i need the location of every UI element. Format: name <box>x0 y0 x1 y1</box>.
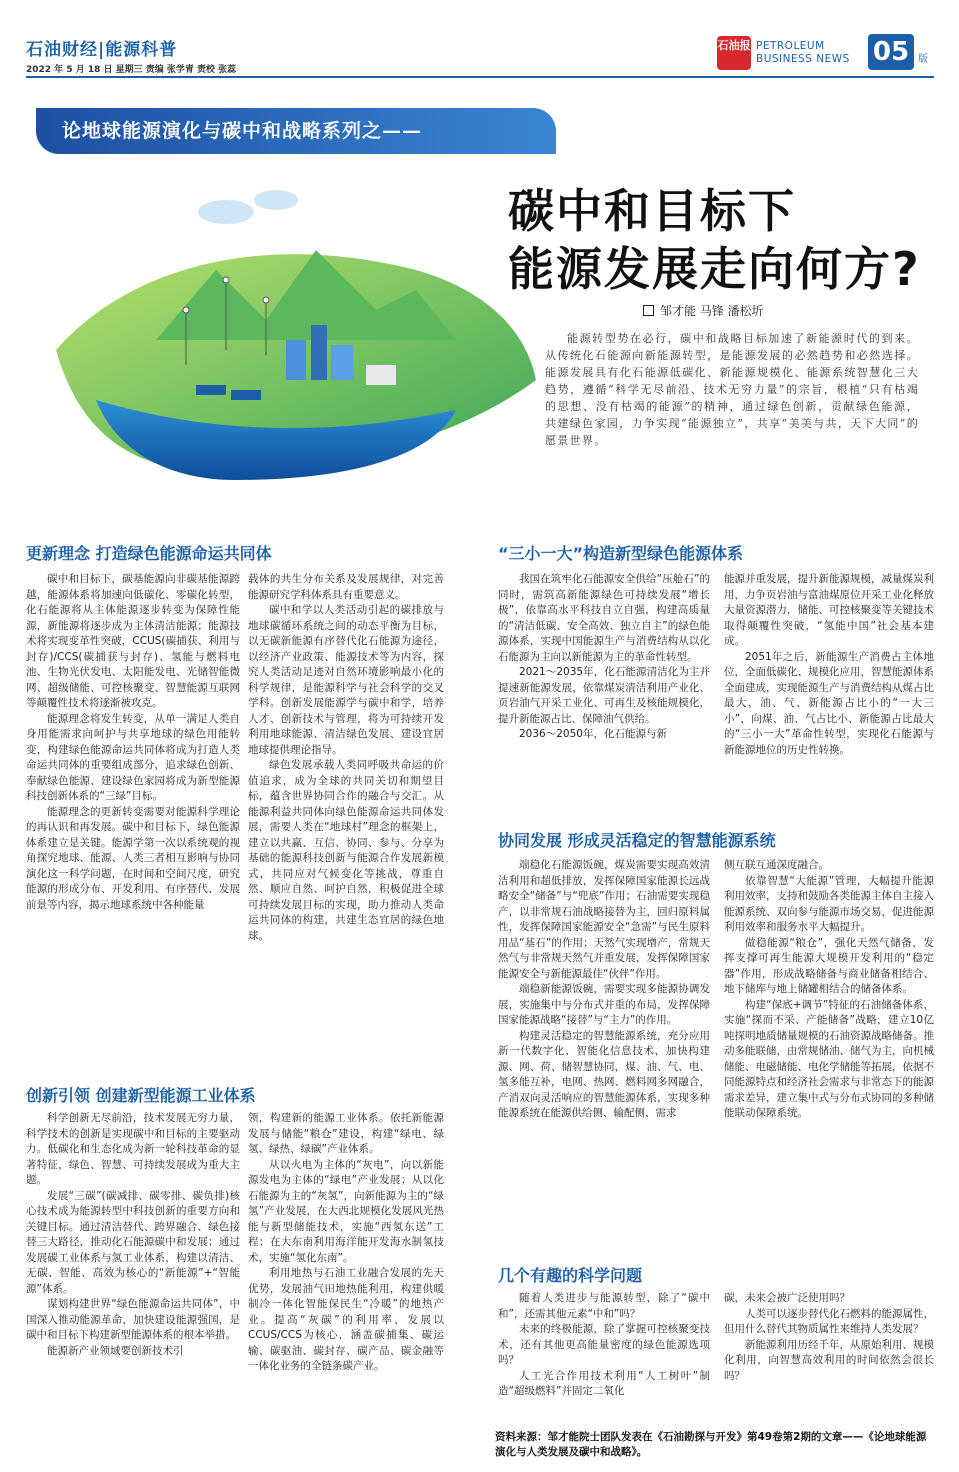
page-number: 05 <box>868 34 914 70</box>
s2-column-2 <box>248 1111 444 1375</box>
headline <box>508 182 921 298</box>
masthead-section-title: 石油财经|能源科普 <box>26 40 178 60</box>
s4-column-1 <box>498 858 710 1122</box>
paragraph: 能源并重发展，提升新能源规模，减量煤炭利用，力争页岩油与富油煤原位开采工业化释放大量资源潜力，储能、可控核聚变等关键技术取得颠覆性突破，“氢能中国”社会基本建成。 <box>724 573 934 647</box>
paragraph: 2036～2050年，化石能源与新 <box>519 728 667 740</box>
paragraph: 端稳新能源饭碗，需要实现多能源协调发展，实施集中与分布式并重的布局，发挥保障国家能源战略“接替”与“主力”的作用。 <box>498 983 710 1026</box>
section-head-s4: 协同发展 形成灵活稳定的智慧能源系统 <box>498 831 776 850</box>
s3-column-2 <box>724 572 934 758</box>
paragraph: 新能源利用历经千年，从原始利用、规模化利用，向智慧高效利用的时间依然会很长吗？ <box>724 1338 934 1382</box>
byline-square-icon <box>643 305 654 316</box>
page-suffix: 版 <box>918 54 928 65</box>
section-head-s5: 几个有趣的科学问题 <box>498 1266 643 1285</box>
paragraph: 构建灵活稳定的智慧能源系统，充分应用新一代数字化、智能化信息技术，加快构建源、网、荷、储智慧协同，煤、油、气、电、氢多能互补，电网、热网、燃料网多网融合，产消双向灵活响应的智慧能源体系，实现多种能源系统在能源供给侧、输配侧、需求 <box>498 1029 710 1119</box>
s3-column-1 <box>498 572 710 743</box>
paragraph: 碳中和学以人类活动引起的碳排放与地球碳循环系统之间的动态平衡为目标，以无碳新能源有序替代化石能源为途径，以经济产业政策、能源技术等为内容，探究人类活动足迹对自然环境影响最小化的科学规律，是能源科学与社会科学的交叉学科。创新发展能源学与碳中和学，培养人才、创新技术与管理，将为可持续开发利用地球能源、清洁绿色发展、建设宜居地球提供理论指导。 <box>248 604 444 756</box>
leaf-landscape-illustration <box>36 150 546 500</box>
s1-column-1 <box>26 572 240 913</box>
paragraph: 载体的共生分布关系及发展规律，对完善能源研究学科体系具有重要意义。 <box>248 573 444 601</box>
paragraph: 从以火电为主体的“灰电”，向以新能源发电为主体的“绿电”产业发展；从以化石能源为主的“灰氢”，向新能源为主的“绿氢”产业发展，在大西北规模化发展风光热能与新型储能技术，实施“西氢东送”工程；在大东南利用海洋能开发海水制氢技术，实施“氢化东南”。 <box>248 1158 444 1264</box>
paragraph: 能源理念将发生转变，从单一满足人类自身用能需求向呵护与共享地球的绿色用能转变，构建绿色能源命运共同体将成为打造人类命运共同体的重要组成部分，追求绿色创新、奉献绿色能源、建设绿色家园将成为新型能源科技创新体系的“三绿”目标。 <box>26 712 240 802</box>
paragraph: 做稳能源“粮仓”，强化天然气储备，发挥支撑可再生能源大规模开发利用的“稳定器”作用，形成战略储备与商业储备相结合、地下储库与地上储罐相结合的储备体系。 <box>724 936 934 995</box>
dateline: 2022 年 5 月 18 日 星期三 责编 张学青 责校 张蕊 <box>26 65 237 75</box>
paragraph: 构建“保底+调节”特征的石油储备体系，实施“探而不采、产能储备”战略，建立10亿吨探明地质储量规模的石油资源战略储备。推动多能联储，由常规储油、储气为主，向机械储能、电磁储能、电化学储能等拓展，依据不同能源特点和经济社会需求与非常态下的能源需求差异，建立集中式与分布式协同的多种储能联动保障系统。 <box>724 998 934 1119</box>
paragraph: 依靠智慧“大能源”管理，大幅提升能源利用效率，支持和鼓励各类能源主体自主接入能源系统、双向参与能源市场交易，促进能源利用效率和服务水平大幅提升。 <box>724 874 934 933</box>
series-banner-text: 论地球能源演化与碳中和战略系列之—— <box>62 120 423 142</box>
newspaper-logo: 石油报 <box>717 36 751 70</box>
source-note: 资料来源：邹才能院士团队发表在《石油勘探与开发》第49卷第2期的文章——《论地球能源演化与人类发展及碳中和战略》。 <box>495 1431 927 1458</box>
section-head-s2: 创新引领 创建新型能源工业体系 <box>26 1086 256 1105</box>
paragraph: 领，构建新的能源工业体系。依托新能源发展与储能“粮仓”建设，构建“绿电、绿氢、绿热、绿碳”产业体系。 <box>248 1112 444 1155</box>
paragraph: 能源理念的更新转变需要对能源科学理论的再认识和再发展。碳中和目标下，绿色能源体系建立是关键。能源学第一次以系统观的视角探究地球、能源、人类三者相互影响与协同演化这一科学问题，在时间和空间尺度，研究能源的形成分布、开发利用、有序替代、发展前景等内容，揭示地球系统中各种能量 <box>26 805 240 911</box>
s5-column-2 <box>724 1291 934 1384</box>
logo-en-line1: PETROLEUM <box>756 40 825 52</box>
headline-line2: 能源发展走向何方? <box>508 242 921 296</box>
paragraph: 2021～2035年，化石能源清洁化为主并提速新能源发展，依靠煤炭清洁利用产业化、页岩油气开采工业化、可再生及核能规模化，提升新能源占比、保障油气供给。 <box>498 666 710 725</box>
headline-line1: 碳中和目标下 <box>508 184 796 238</box>
section-head-s3: “三小一大”构造新型绿色能源体系 <box>498 544 744 563</box>
paragraph: 碳中和目标下，碳基能源向非碳基能源跨越，能源体系将加速向低碳化、零碳化转型，化石能源将从主体能源逐步转变为保障性能源，新能源将逐步成为主体清洁能源；能源技术将实现变革性突破，CCUS(碳捕获、利用与封存)/CCS(碳捕获与封存)、氢能与燃料电池、生物光伏发电、太阳能发电、光储智能微网、超级储能、可控核聚变、智慧能源互联网等颠覆性技术将逐渐被攻克。 <box>26 573 240 709</box>
s5-column-1 <box>498 1291 710 1400</box>
paragraph: 能源新产业领域要创新技术引 <box>47 1344 184 1357</box>
paragraph: 人类可以逐步替代化石燃料的能源属性，但用什么替代其物质属性来维持人类发展？ <box>724 1307 934 1335</box>
paragraph: 科学创新无尽前沿，技术发展无穷力量，科学技术的创新是实现碳中和目标的主要驱动力。低碳化和生态化成为新一轮科技革命的显著特征，绿色、智慧、可持续发展成为重大主题。 <box>26 1112 240 1186</box>
paragraph: 侧互联互通深度融合。 <box>724 859 829 871</box>
byline <box>643 302 764 319</box>
paragraph: 绿色发展承载人类同呼吸共命运的价值追求，成为全球的共同关切和期望目标，蕴含世界协同合作的融合与交汇。从能源利益共同体向绿色能源命运共同体发展，需要人类在“地球村”理念的框架上，建立以共赢、互信、协同、参与、分享为基础的能源科技创新与能源合作发展新模式，共同应对气候变化等挑战，尊重自然、顺应自然、呵护自然，积极促进全球可持续发展目标的实现，助力推动人类命运共同体的构建，共建生态宜居的绿色地球。 <box>248 759 444 942</box>
paragraph: 发展“三碳”(碳减排、碳零排、碳负排)核心技术成为能源转型中科技创新的重要方向和关键目标。通过清洁替代、跨界融合、绿色接替三大路径，推动化石能源碳中和发展；通过发展碳工业体系与氢工业体系，构建以清洁、无碳、智能、高效为核心的“新能源”+“智能源”体系。 <box>26 1189 240 1295</box>
paragraph: 端稳化石能源饭碗，煤炭需要实现高效清洁利用和超低排放，发挥保障国家能源长远战略安全“储备”与“兜底”作用；石油需要实现稳产，以非常规石油战略接替为主，回归原料属性，发挥保障国家能源安全“急需”与民生原料用品“基石”的作用；天然气实现增产，常规天然气与非常规天然气并重发展，发挥保障国家能源安全与新能源最佳“伙伴”作用。 <box>498 859 710 980</box>
paragraph: 我国在筑牢化石能源安全供给“压舱石”的同时，需筑高新能源绿色可持续发展“增长极”，依靠高水平科技自立自强，构建高质量的“清洁低碳、安全高效、独立自主”的绿色能源体系，实现中国能源生产与消费结构从以化石能源为主向以新能源为主的革命性转型。 <box>498 573 710 663</box>
clouds <box>198 190 298 224</box>
section-head-s1: 更新理念 打造绿色能源命运共同体 <box>26 544 272 563</box>
paragraph: 利用地热与石油工业融合发展的先天优势，发展油气田地热能利用，构建供暖制冷一体化智能保民生“冷暖”的地热产业。提高“灰碳”的利用率，发展以CCUS/CCS为核心，涵盖碳捕集、碳运输、碳驱油、碳封存、碳产品、碳金融等一体化业务的全链条碳产业。 <box>248 1267 444 1372</box>
s1-column-2 <box>248 572 444 944</box>
paragraph: 未来的终极能源，除了掌握可控核聚变技术，还有其他更高能量密度的绿色能源选项吗？ <box>498 1323 710 1366</box>
paragraph: 随着人类进步与能源转型，除了“碳中和”，还需其他元素“中和”吗？ <box>498 1292 710 1320</box>
paragraph: 2051年之后，新能源生产消费占主体地位，全面低碳化、规模化应用，智慧能源体系全面建成，实现能源生产与消费结构从煤占比最大，油、气、新能源占比小的“一大三小”，向煤、油、气占比小、新能源占比最大的“三小一大”革命性转型，实现化石能源与新能源地位的历史性转换。 <box>724 650 934 756</box>
logo-en-line2: BUSINESS NEWS <box>756 53 850 65</box>
paragraph: 碳，未来会被广泛使用吗？ <box>724 1292 850 1304</box>
newspaper-english-name <box>756 40 850 66</box>
s2-column-1 <box>26 1111 240 1359</box>
lede-paragraph: 能源转型势在必行，碳中和战略目标加速了新能源时代的到来。从传统化石能源向新能源转型，是能源发展的必然趋势和必然选择。能源发展具有化石能源低碳化、新能源规模化、能源系统智慧化三大趋势，遵循“科学无尽前沿、技术无穷力量”的宗旨，根植“只有枯竭的思想、没有枯竭的能源”的精神，通过绿色创新，贡献绿色能源，共建绿色家园，力争实现“能源独立”，共享“美美与共，天下大同”的愿景世界。 <box>545 332 919 447</box>
s4-column-2 <box>724 858 934 1122</box>
paragraph: 人工光合作用技术利用“人工树叶”制造“超级燃料”并固定二氧化 <box>498 1369 710 1397</box>
paragraph: 谋划构建世界“绿色能源命运共同体”，中国深入推动能源革命，加快建设能源强国，是碳中和目标下构建新型能源体系的根本举措。 <box>26 1298 240 1341</box>
header-rule <box>26 76 934 78</box>
byline-authors: 邹才能 马锋 潘松圻 <box>660 304 764 318</box>
